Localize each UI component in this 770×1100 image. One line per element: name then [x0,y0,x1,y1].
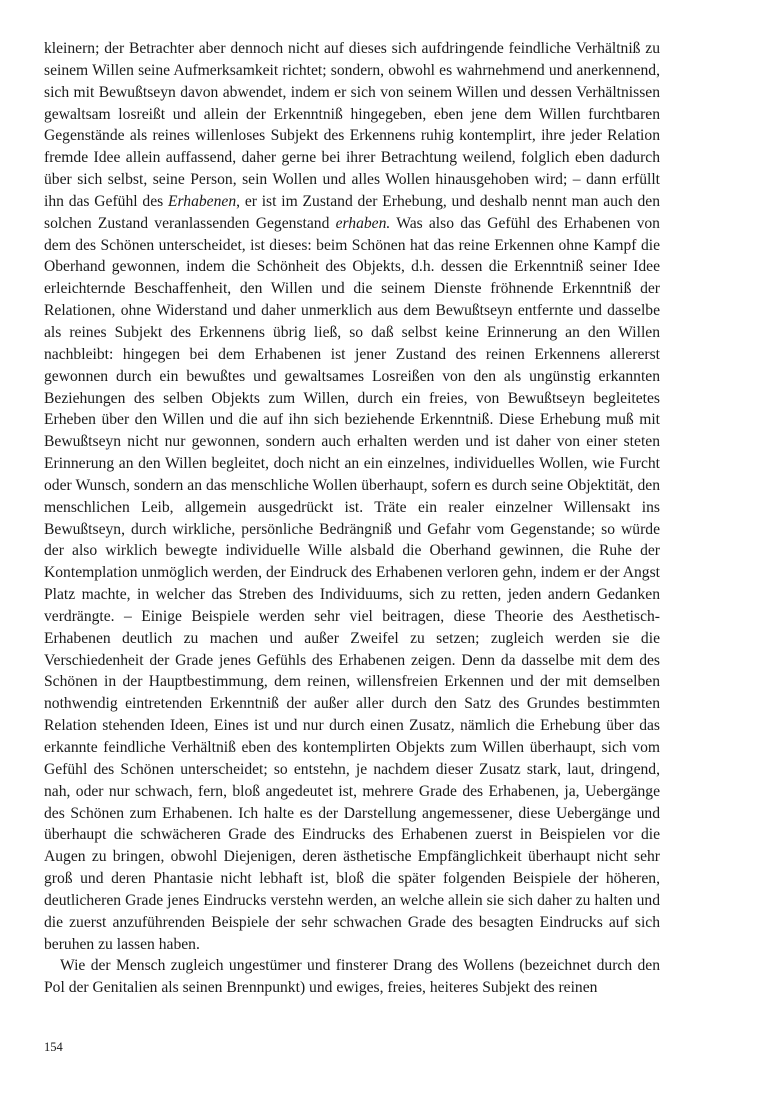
paragraph-text: , er ist im Zustand der Erhebung, und deshalb nennt man auch den solchen Zustand veranlassenden Gegenstand [44,192,660,232]
page-number: 154 [44,1040,63,1054]
paragraph-text: Was also das Gefühl des Erhabenen von dem des Schönen unterscheidet, ist dieses: beim Schönen hat das reine Erkennen ohne Kampf die Oberhand gewonnen, indem die Schönheit des Objekts, d.h. dessen die Erkenntniß seiner Idee erleichternde Beschaffenheit, den Willen und die seinem Dienste fröhnende Erkenntniß der Relationen, ohne Widerstand und daher unmerklich aus dem Bewußtseyn entfernte und dasselbe als reines Subjekt des Erkennens übrig ließ, so daß selbst keine Erinnerung an den Willen nachbleibt: hingegen bei dem Erhabenen ist jener Zustand des reinen Erkennens allererst gewonnen durch ein bewußtes und gewaltsames Losreißen von den als ungünstig erkannten Beziehungen des selben Objekts zum Willen, durch ein freies, von Bewußtseyn begleitetes Erheben über den Willen und die auf ihn sich beziehende Erkenntniß. Diese Erhebung muß mit Bewußtseyn nicht nur gewonnen, sondern auch erhalten werden und ist daher von einer steten Erinnerung an den Willen begleitet, doch nicht an ein einzelnes, individuelles Wollen, wie Furcht oder Wunsch, sondern an das menschliche Wollen überhaupt, sofern es durch seine Objektität, den menschlichen Leib, allgemein ausgedrückt ist. Träte ein realer einzelner Willensakt ins Bewußtseyn, durch wirkliche, persönliche Bedrängniß und Gefahr vom Gegenstande; so würde der also wirklich bewegte individuelle Wille alsbald die Oberhand gewinnen, die Ruhe der Kontemplation unmöglich werden, der Eindruck des Erhabenen verloren gehn, indem er der Angst Platz machte, in welcher das Streben des Individuums, sich zu retten, jeden andern Gedanken verdrängte. – Einige Beispiele werden sehr viel beitragen, diese Theorie des Aesthetisch-Erhabenen deutlich zu machen und außer Zweifel zu setzen; zugleich werden sie die Verschiedenheit der Grade jenes Gefühls des Erhabenen zeigen. Denn da dasselbe mit dem des Schönen in der Hauptbestimmung, dem reinen, willensfreien Erkennen und der mit demselben nothwendig eintretenden Erkenntniß der außer aller durch den Satz des Grundes bestimmten Relation stehenden Ideen, Eines ist und nur durch einen Zusatz, nämlich die Erhebung über das erkannte feindliche Verhältniß eben des kontemplirten Objekts zum Willen überhaupt, sich vom Gefühl des Schönen unterscheidet; so entstehn, je nachdem dieser Zusatz stark, laut, dringend, nah, oder nur schwach, fern, bloß angedeutet ist, mehrere Grade des Erhabenen, ja, Uebergänge des Schönen zum Erhabenen. Ich halte es der Darstellung angemessener, diese Uebergänge und überhaupt die schwächeren Grade des Eindrucks des Erhabenen zuerst in Beispielen vor die Augen zu bringen, obwohl Diejenigen, deren ästhetische Empfänglichkeit überhaupt nicht sehr groß und deren Phantasie nicht lebhaft ist, bloß die später folgenden Beispiele der höheren, deutlicheren Grade jenes Eindrucks verstehn werden, an welche allein sie sich daher zu halten und die zuerst anzuführenden Beispiele der sehr schwachen Grade des besagten Eindrucks auf sich beruhen zu lassen haben. [44,214,660,953]
emphasis-erhabenen: Erhabenen [167,192,237,210]
body-paragraph [44,38,660,955]
body-paragraph-indented: Wie der Mensch zugleich ungestümer und finsterer Drang des Wollens (bezeichnet durch den Pol der Genitalien als seinen Brennpunkt) und ewiges, freies, heiteres Subjekt des reinen [44,957,660,997]
emphasis-erhaben: erhaben. [335,214,391,232]
page-body [44,38,660,999]
paragraph-text: kleinern; der Betrachter aber dennoch nicht auf dieses sich aufdringende feindliche Verhältniß zu seinem Willen seine Aufmerksamkeit richtet; sondern, obwohl es wahrnehmend und anerkennend, sich mit Bewußtseyn davon abwendet, indem er sich von seinem Willen und dessen Verhältnissen gewaltsam losreißt und allein der Erkenntniß hingegeben, eben jene dem Willen furchtbaren Gegenstände als reines willenloses Subjekt des Erkennens ruhig kontemplirt, ihre jeder Relation fremde Idee allein auffassend, daher gerne bei ihrer Betrachtung weilend, folglich eben dadurch über sich selbst, seine Person, sein Wollen und alles Wollen hinausgehoben wird; – dann erfüllt ihn das Gefühl des [44,40,660,210]
